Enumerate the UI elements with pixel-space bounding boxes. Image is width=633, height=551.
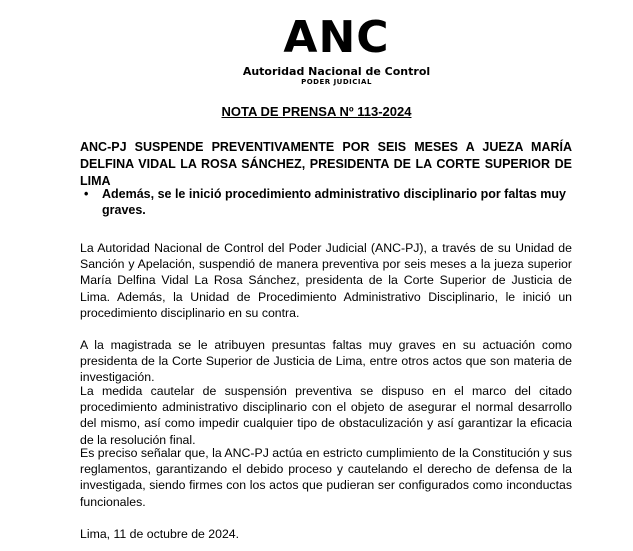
- body-paragraph-1: La Autoridad Nacional de Control del Poder Judicial (ANC-PJ), a través de su Unidad de Sanción y Apelación, suspendió de manera preventiva por seis meses a la jueza superior María Delfina Vidal La Rosa Sánchez, presidenta de la Corte Superior de Justicia de Lima. Además, la Unidad de Procedimiento Administrativo Disciplinario, le inició un procedimiento disciplinario en su contra.: [80, 241, 572, 320]
- anc-logo: [0, 14, 633, 87]
- logo-organization-name: Autoridad Nacional de Control: [242, 65, 431, 78]
- bullet-icon: •: [84, 187, 89, 201]
- logo-mark: ANC: [283, 12, 390, 63]
- body-paragraph-4: Es preciso señalar que, la ANC-PJ actúa en estricto cumplimiento de la Constitución y sus reglamentos, garantizando el debido proceso y cautelando el derecho de defensa de la investigada, siendo firmes con los actos que pudieran ser configurados como inconductas funcionales.: [80, 446, 572, 509]
- press-release-number: NOTA DE PRENSA Nº 113-2024: [221, 104, 412, 119]
- body-paragraph-2: A la magistrada se le atribuyen presuntas faltas muy graves en su actuación como presidenta de la Corte Superior de Justicia de Lima, entre otros actos que son materia de investigación.: [80, 338, 572, 385]
- body-paragraph-3: La medida cautelar de suspensión preventiva se dispuso en el marco del citado procedimiento administrativo disciplinario con el objeto de asegurar el normal desarrollo del mismo, así como impedir cualquier tipo de obstaculización y así garantizar la eficacia de la resolución final.: [80, 384, 572, 447]
- summary-bullet-text: Además, se le inició procedimiento administrativo disciplinario por faltas muy graves.: [102, 187, 567, 217]
- logo-branch: PODER JUDICIAL: [301, 78, 372, 86]
- press-release-headline: ANC-PJ SUSPENDE PREVENTIVAMENTE POR SEIS MESES A JUEZA MARÍA DELFINA VIDAL LA ROSA SÁNCHEZ, PRESIDENTA DE LA CORTE SUPERIOR DE LIMA: [80, 140, 572, 188]
- summary-bullet: [84, 186, 572, 218]
- date-line: Lima, 11 de octubre de 2024.: [80, 527, 240, 541]
